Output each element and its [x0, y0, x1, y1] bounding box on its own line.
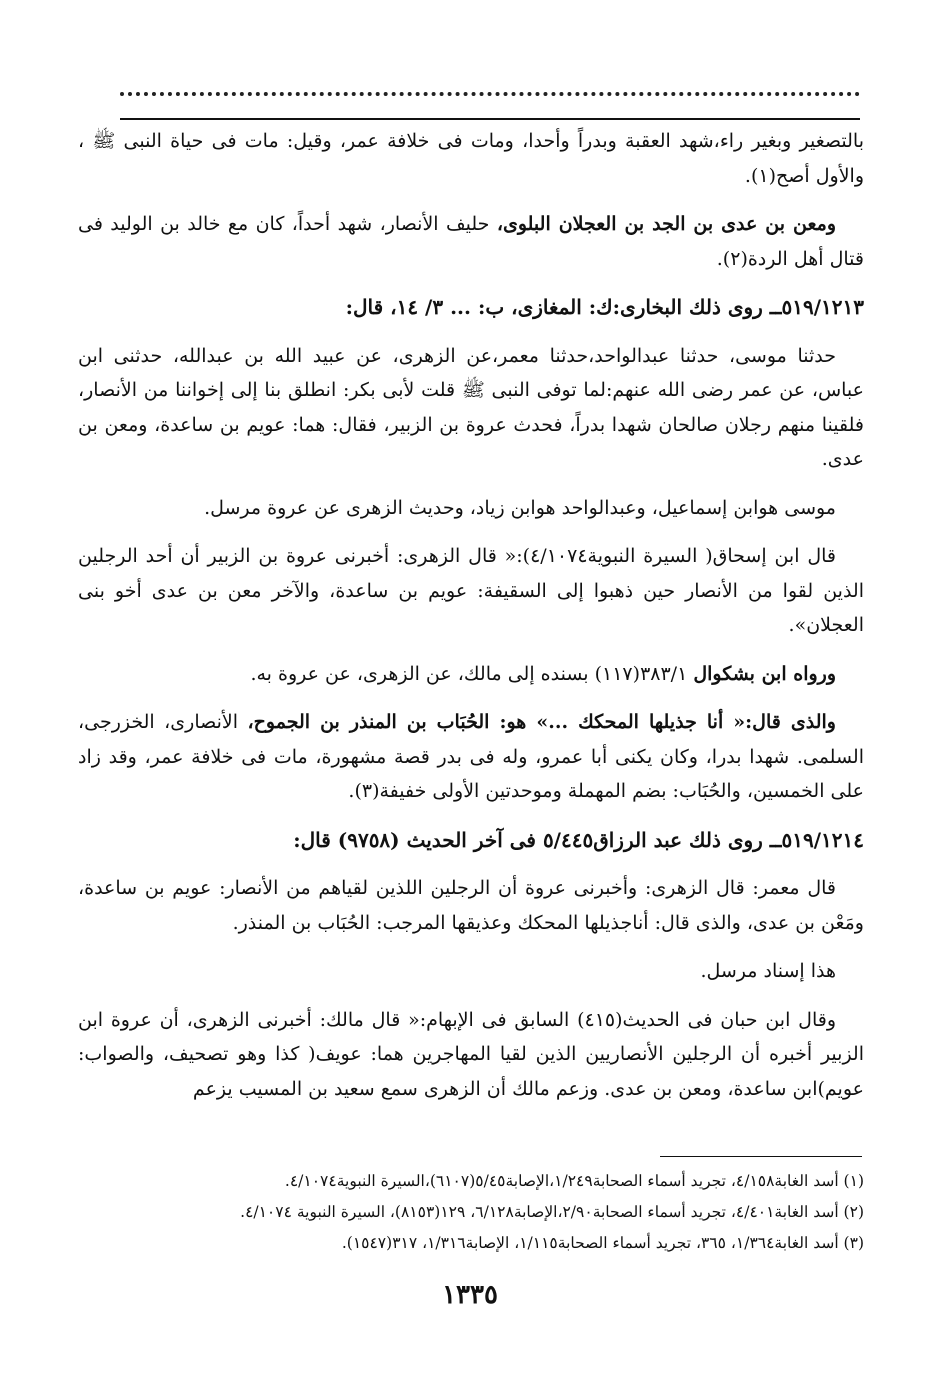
paragraph — [78, 871, 864, 940]
hadith-heading — [78, 290, 864, 325]
main-text — [78, 124, 864, 1120]
bold-segment: ٥١٩/١٢١٣ــ روى ذلك البخارى: — [612, 295, 864, 319]
text-segment: الأنصارى، الخزرجى، السلمى. شهدا بدرا، وكان يكنى أبا عمرو، وله فى بدر قصة مشهورة، مات فى خلافة عمر، وقد زاد على الخمسين، والحُبَاب: بضم المهملة وموحدتين الأولى خفيفة(٣). — [78, 711, 864, 802]
paragraph — [78, 1003, 864, 1107]
text-segment: هذا إسناد مرسل. — [700, 960, 836, 982]
text-segment: قال ابن إسحاق( السيرة النبوية٤/١٠٧٤):« قال الزهرى: أخبرنى عروة بن الزبير أن أحد الرجلين الذين لقوا من الأنصار حين ذهبوا إلى السقيفة: عويم بن ساعدة، والآخر معن بن عدى أخو بنى العجلان». — [78, 545, 864, 636]
paragraph — [78, 705, 864, 809]
bold-segment: ومعن بن عدى بن الجد بن العجلان البلوى، — [496, 213, 836, 235]
paragraph — [78, 954, 864, 989]
footnote: (٣) أسد الغابة١/٣٦٤، ٣٦٥، تجريد أسماء الصحابة١/١١٥، الإصابة١/٣١٦، ٣١٧(١٥٤٧). — [341, 1234, 864, 1252]
paragraph — [78, 207, 864, 276]
bold-segment: ٥١٩/١٢١٤ــ روى ذلك عبد الرزاق — [593, 827, 864, 852]
text-segment: ٣٨٣/١(١١٧) بسنده إلى مالك، عن الزهرى، عن عروة به. — [250, 662, 694, 685]
text-segment: بالتصغير وبغير راء،شهد العقبة وبدراً وأحدا، ومات فى خلافة عمر، وقيل: مات فى حياة النبى ﷺ ، والأول أصح(١). — [78, 130, 864, 187]
text-segment: قال معمر: قال الزهرى: وأخبرنى عروة أن الرجلين اللذين لقياهم من الأنصار: عويم بن ساعدة، ومَعْن بن عدى، والذى قال: أناجذيلها المحكك وعذيقها المرجب: الحُبَاب بن المنذر. — [78, 877, 864, 934]
paragraph — [78, 124, 864, 193]
text-segment: وقال ابن حبان فى الحديث(٤١٥) السابق فى الإبهام:« قال مالك: أخبرنى الزهرى، أن عروة ابن الزبير أخبره أن الرجلين الأنصاريين الذين لقيا المهاجرين هما: عويف( كذا وهو تصحيف، والصواب: عويم)ابن ساعدة، ومعن بن عدى. وزعم مالك أن الزهرى سمع سعيد بن المسيب يزعم — [78, 1008, 864, 1100]
text-segment: حليف الأنصار، شهد أحداً، كان مع خالد بن الوليد فى قتال أهل الردة(٢). — [78, 213, 864, 270]
page-number: ١٣٣٥ — [442, 1280, 498, 1310]
hadith-heading — [78, 823, 864, 858]
text-segment: ك: المغازى، ب: ... ٣/ ١٤، قال: — [345, 295, 613, 319]
paragraph — [78, 339, 864, 477]
dotted-separator — [120, 92, 860, 100]
footnote: (١) أسد الغابة٤/١٥٨، تجريد أسماء الصحابة١/٢٤٩،الإصابة٥/٤٥(٦١٠٧)،السيرة النبوية٤/١٠٧٤. — [284, 1172, 864, 1190]
footnote: (٢) أسد الغابة٤/٤٠١، تجريد أسماء الصحابة٢/٩٠،الإصابة٦/١٢٨، ١٢٩(٨١٥٣)، السيرة النبوية ٤/١٠٧٤. — [240, 1203, 864, 1221]
paragraph — [78, 491, 864, 526]
text-segment: ٥/٤٤٥ فى آخر الحديث (٩٧٥٨) قال: — [293, 827, 594, 852]
paragraph — [78, 539, 864, 643]
text-segment: موسى هوابن إسماعيل، وعبدالواحد هوابن زياد، وحديث الزهرى عن عروة مرسل. — [204, 496, 836, 519]
text-segment: حدثنا موسى، حدثنا عبدالواحد،حدثنا معمر،عن الزهرى، عن عبيد الله بن عبدالله، حدثنى ابن عباس، عن عمر رضى الله عنهم:لما توفى النبى ﷺ قلت لأبى بكر: انطلق بنا إلى إخواننا من الأنصار، فلقينا منهم رجلان صالحان شهدا بدراً، فحدث عروة بن الزبير، فقال: هما: عويم بن ساعدة، ومعن بن عدى. — [78, 344, 864, 470]
header-rule — [120, 118, 860, 120]
paragraph — [78, 657, 864, 692]
bold-segment: والذى قال:« أنا جذيلها المحكك ...» هو: الحُبَاب بن المنذر بن الجموح، — [247, 711, 836, 733]
bold-segment: ورواه ابن بشكوال — [693, 662, 836, 685]
footnotes — [100, 1166, 864, 1259]
footnote-rule — [660, 1156, 862, 1157]
